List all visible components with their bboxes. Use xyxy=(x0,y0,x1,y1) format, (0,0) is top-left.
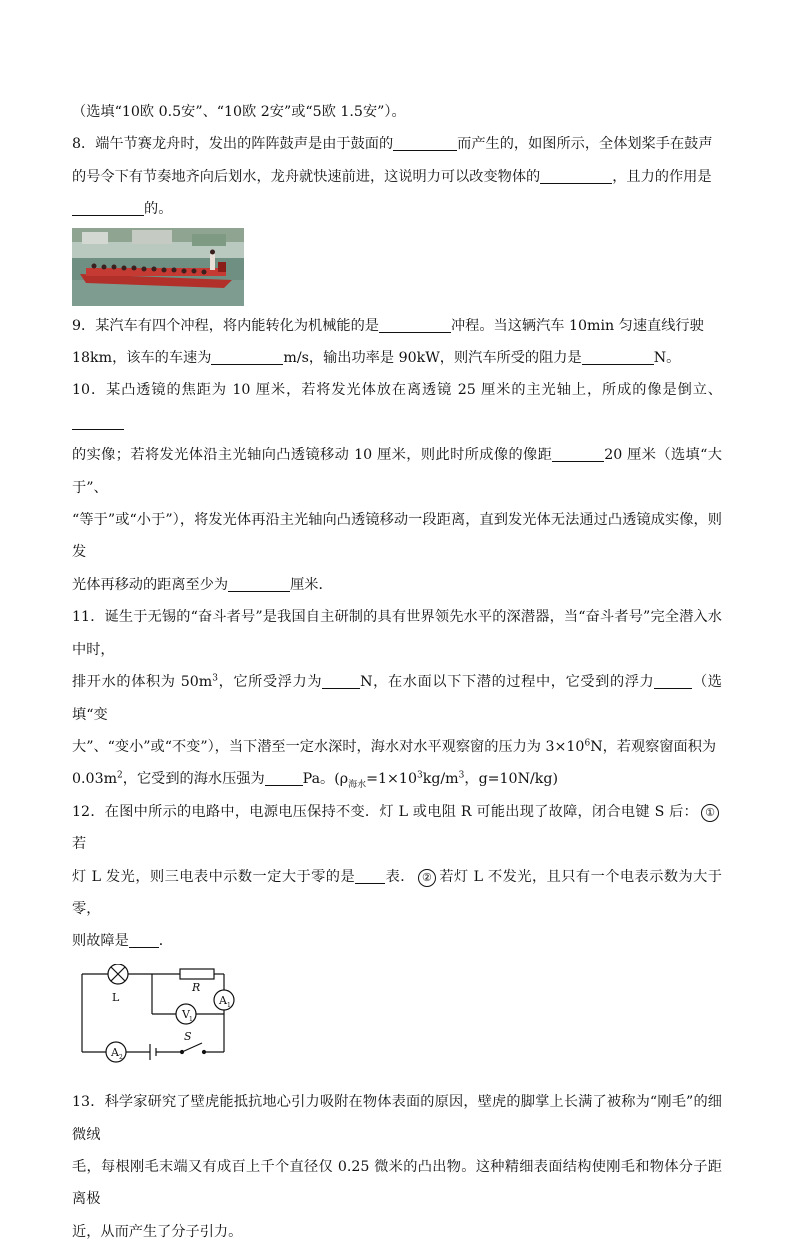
label-switch: S xyxy=(184,1029,192,1043)
label-lamp: L xyxy=(112,990,120,1004)
text: =1×10 xyxy=(366,771,417,788)
text: “等于”或“小于”），将发光体再沿主光轴向凸透镜移动一段距离，直到发光体无法通过凸透镜成实像，则发 xyxy=(72,512,722,561)
text: 13．科学家研究了壁虎能抵抗地心引力吸附在物体表面的原因，壁虎的脚掌上长满了被称为“刚毛”的细微绒 xyxy=(72,1094,722,1143)
question-8 xyxy=(72,128,722,160)
text: m/s，输出功率是 90kW，则汽车所受的阻力是 xyxy=(283,350,582,367)
text: 0.03m xyxy=(72,771,118,788)
text: ，它受到的海水压强为 xyxy=(122,771,265,788)
text: Pa。(ρ xyxy=(302,771,349,788)
text: 20 厘米（选填“大于”、 xyxy=(72,447,722,496)
text: 18km，该车的车速为 xyxy=(72,350,212,367)
label-ammeter1-sub: 1 xyxy=(227,1001,231,1009)
text: 9．某汽车有四个冲程，将内能转化为机械能的是 xyxy=(72,317,379,334)
question-11-cont3 xyxy=(72,763,722,795)
answer-blank[interactable] xyxy=(582,348,654,365)
circuit-svg xyxy=(72,964,252,1068)
answer-blank[interactable] xyxy=(322,672,360,689)
question-10-cont xyxy=(72,439,722,504)
text: 表． xyxy=(385,868,415,885)
text: N。 xyxy=(653,350,681,367)
question-11 xyxy=(72,601,722,666)
text: 11．诞生于无锡的“奋斗者号”是我国自主研制的具有世界领先水平的深潜器，当“奋斗者号”完全潜入水中时， xyxy=(72,609,722,658)
question-8-cont xyxy=(72,161,722,193)
text: 光体再移动的距离至少为 xyxy=(72,576,229,593)
question-10-cont3 xyxy=(72,569,722,601)
label-voltmeter-sub: 1 xyxy=(189,1015,193,1023)
text: 8．端午节赛龙舟时，发出的阵阵鼓声是由于鼓面的 xyxy=(72,136,394,153)
question-13-cont xyxy=(72,1151,722,1216)
answer-blank[interactable] xyxy=(393,134,457,151)
dragon-boat-photo xyxy=(72,228,244,306)
circuit-diagram xyxy=(72,964,722,1080)
text: 灯 L 发光，则三电表中示数一定大于零的是 xyxy=(72,868,356,885)
answer-blank[interactable] xyxy=(72,413,124,430)
superscript: 6 xyxy=(584,738,591,749)
question-12-cont xyxy=(72,861,722,926)
subscript: 海水 xyxy=(348,780,367,791)
question-9-cont xyxy=(72,342,722,374)
question-10-cont2 xyxy=(72,504,722,569)
circled-number: ② xyxy=(418,869,436,887)
text: ，且力的作用是 xyxy=(612,168,712,185)
answer-blank[interactable] xyxy=(540,167,612,184)
answer-blank[interactable] xyxy=(654,672,692,689)
question-11-cont2 xyxy=(72,731,722,763)
answer-blank[interactable] xyxy=(355,867,385,884)
text: 则故障是 xyxy=(72,933,129,950)
text: 的实像；若将发光体沿主光轴向凸透镜移动 10 厘米，则此时所成像的像距 xyxy=(72,447,553,464)
label-ammeter2-sub: 2 xyxy=(119,1053,123,1061)
text: 而产生的，如图所示，全体划桨手在鼓声 xyxy=(457,136,713,153)
label-ammeter1: A xyxy=(219,993,227,1007)
text: 12．在图中所示的电路中，电源电压保持不变．灯 L 或电阻 R 可能出现了故障，闭合电键 S 后： xyxy=(72,803,698,820)
question-8-cont2 xyxy=(72,193,722,225)
circled-number: ① xyxy=(701,804,719,822)
superscript: 2 xyxy=(117,770,123,781)
worksheet-page xyxy=(72,96,722,1248)
text: 近，从而产生了分子引力。 xyxy=(72,1223,243,1240)
text: 的。 xyxy=(144,201,173,218)
text: 的号令下有节奏地齐向后划水，龙舟就快速前进，这说明力可以改变物体的 xyxy=(72,168,541,185)
superscript: 3 xyxy=(212,673,218,684)
text: N，若观察窗面积为 xyxy=(590,738,717,755)
q7-tail xyxy=(72,96,722,128)
question-13 xyxy=(72,1086,722,1151)
text: 厘米． xyxy=(290,576,333,593)
text: （选填“10欧 0.5安”、“10欧 2安”或“5欧 1.5安”）。 xyxy=(72,104,406,120)
question-13-cont2 xyxy=(72,1216,722,1248)
text: （选填“变 xyxy=(72,674,722,723)
question-9 xyxy=(72,310,722,342)
question-10 xyxy=(72,374,722,439)
text: 若灯 L 不发光，且只有一个电表示数为大于零， xyxy=(72,868,722,917)
label-voltmeter: V xyxy=(182,1007,190,1021)
question-12-cont2 xyxy=(72,925,722,957)
text: ． xyxy=(158,933,173,950)
question-12 xyxy=(72,796,722,861)
label-resistor: R xyxy=(192,980,201,994)
superscript: 3 xyxy=(458,770,465,781)
text: ，它所受浮力为 xyxy=(217,674,323,691)
answer-blank[interactable] xyxy=(129,931,159,948)
text: 排开水的体积为 50m xyxy=(72,674,213,691)
label-ammeter2: A xyxy=(111,1045,119,1059)
superscript: 3 xyxy=(416,770,423,781)
answer-blank[interactable] xyxy=(211,348,283,365)
text: ，g=10N/kg) xyxy=(464,771,558,788)
question-11-cont xyxy=(72,666,722,731)
text: 冲程。当这辆汽车 10min 匀速直线行驶 xyxy=(450,317,704,334)
text: kg/m xyxy=(422,771,459,788)
answer-blank[interactable] xyxy=(379,316,451,333)
text: N，在水面以下下潜的过程中，它受到的浮力 xyxy=(360,674,655,691)
text: 若 xyxy=(72,836,87,853)
text: 大”、“变小”或“不变”），当下潜至一定水深时，海水对水平观察窗的压力为 3×10 xyxy=(72,738,585,755)
answer-blank[interactable] xyxy=(228,575,290,592)
answer-blank[interactable] xyxy=(552,445,604,462)
text: 10．某凸透镜的焦距为 10 厘米，若将发光体放在离透镜 25 厘米的主光轴上，所成的像是倒立、 xyxy=(72,382,722,399)
answer-blank[interactable] xyxy=(72,199,144,216)
dragon-boat-image xyxy=(72,228,244,306)
answer-blank[interactable] xyxy=(265,769,303,786)
text: 毛，每根刚毛末端又有成百上千个直径仅 0.25 微米的凸出物。这种精细表面结构使刚毛和物体分子距离极 xyxy=(72,1158,722,1208)
